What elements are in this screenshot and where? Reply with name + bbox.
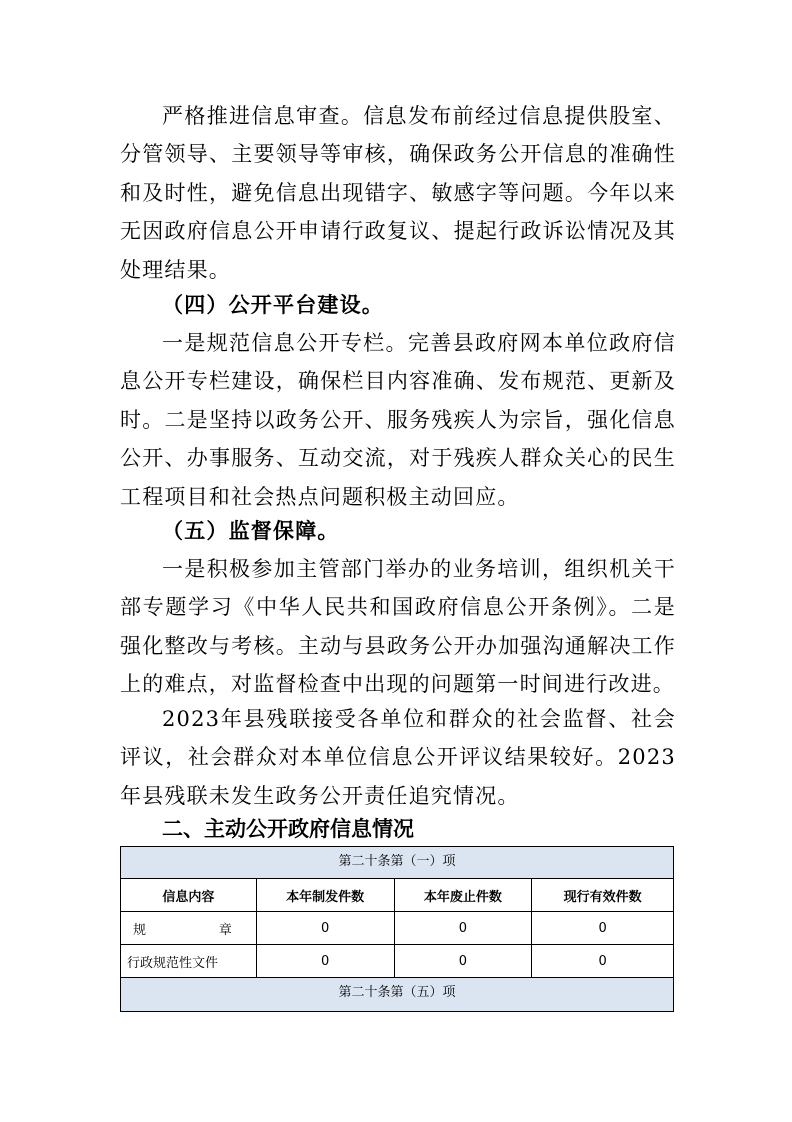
row-label: 行政规范性文件 (121, 945, 257, 978)
row-label-part: 章 (218, 922, 232, 938)
band-label-article-20-5: 第二十条第（五）项 (121, 978, 674, 1012)
table-row (121, 945, 674, 978)
paragraph-info-review: 严格推进信息审查。信息发布前经过信息提供股室、分管领导、主要领导等审核，确保政务公开信息的准确性和及时性，避免信息出现错字、敏感字等问题。今年以来无因政府信息公开申请行政复议、提起行政诉讼情况及其处理结果。 (120, 104, 676, 282)
table-cell: 0 (394, 912, 532, 945)
table-band-row (121, 978, 674, 1012)
table-cell: 0 (256, 945, 394, 978)
column-header: 本年制发件数 (256, 879, 394, 912)
paragraph-supervision: 一是积极参加主管部门举办的业务培训，组织机关干部专题学习《中华人民共和国政府信息公开条例》。二是强化整改与考核。主动与县政务公开办加强沟通解决工作上的难点，对监督检查中出现的问题第一时间进行改进。 (120, 557, 676, 697)
table-header-row (121, 879, 674, 912)
table-cell: 0 (394, 945, 532, 978)
table-row (121, 912, 674, 945)
info-table (120, 846, 674, 1012)
row-label (121, 912, 257, 945)
heading-platform-construction: （四）公开平台建设。 (162, 292, 384, 317)
table-cell: 0 (256, 912, 394, 945)
band-label-article-20-1: 第二十条第（一）项 (121, 847, 674, 879)
paragraph-social-evaluation: 2023年县残联接受各单位和群众的社会监督、社会评议，社会群众对本单位信息公开评议结果较好。2023年县残联未发生政务公开责任追究情况。 (120, 707, 676, 808)
row-label-part: 规 (133, 922, 147, 938)
column-header: 本年废止件数 (394, 879, 532, 912)
column-header: 现行有效件数 (532, 879, 674, 912)
column-header: 信息内容 (121, 879, 257, 912)
table-band-row (121, 847, 674, 879)
heading-supervision: （五）监督保障。 (162, 518, 340, 543)
table-cell: 0 (532, 945, 674, 978)
paragraph-platform-construction: 一是规范信息公开专栏。完善县政府网本单位政府信息公开专栏建设，确保栏目内容准确、发布规范、更新及时。二是坚持以政务公开、服务残疾人为宗旨，强化信息公开、办事服务、互动交流，对于残疾人群众关心的民生工程项目和社会热点问题积极主动回应。 (120, 331, 676, 509)
table-cell: 0 (532, 912, 674, 945)
section-title: 二、主动公开政府信息情况 (162, 817, 414, 841)
